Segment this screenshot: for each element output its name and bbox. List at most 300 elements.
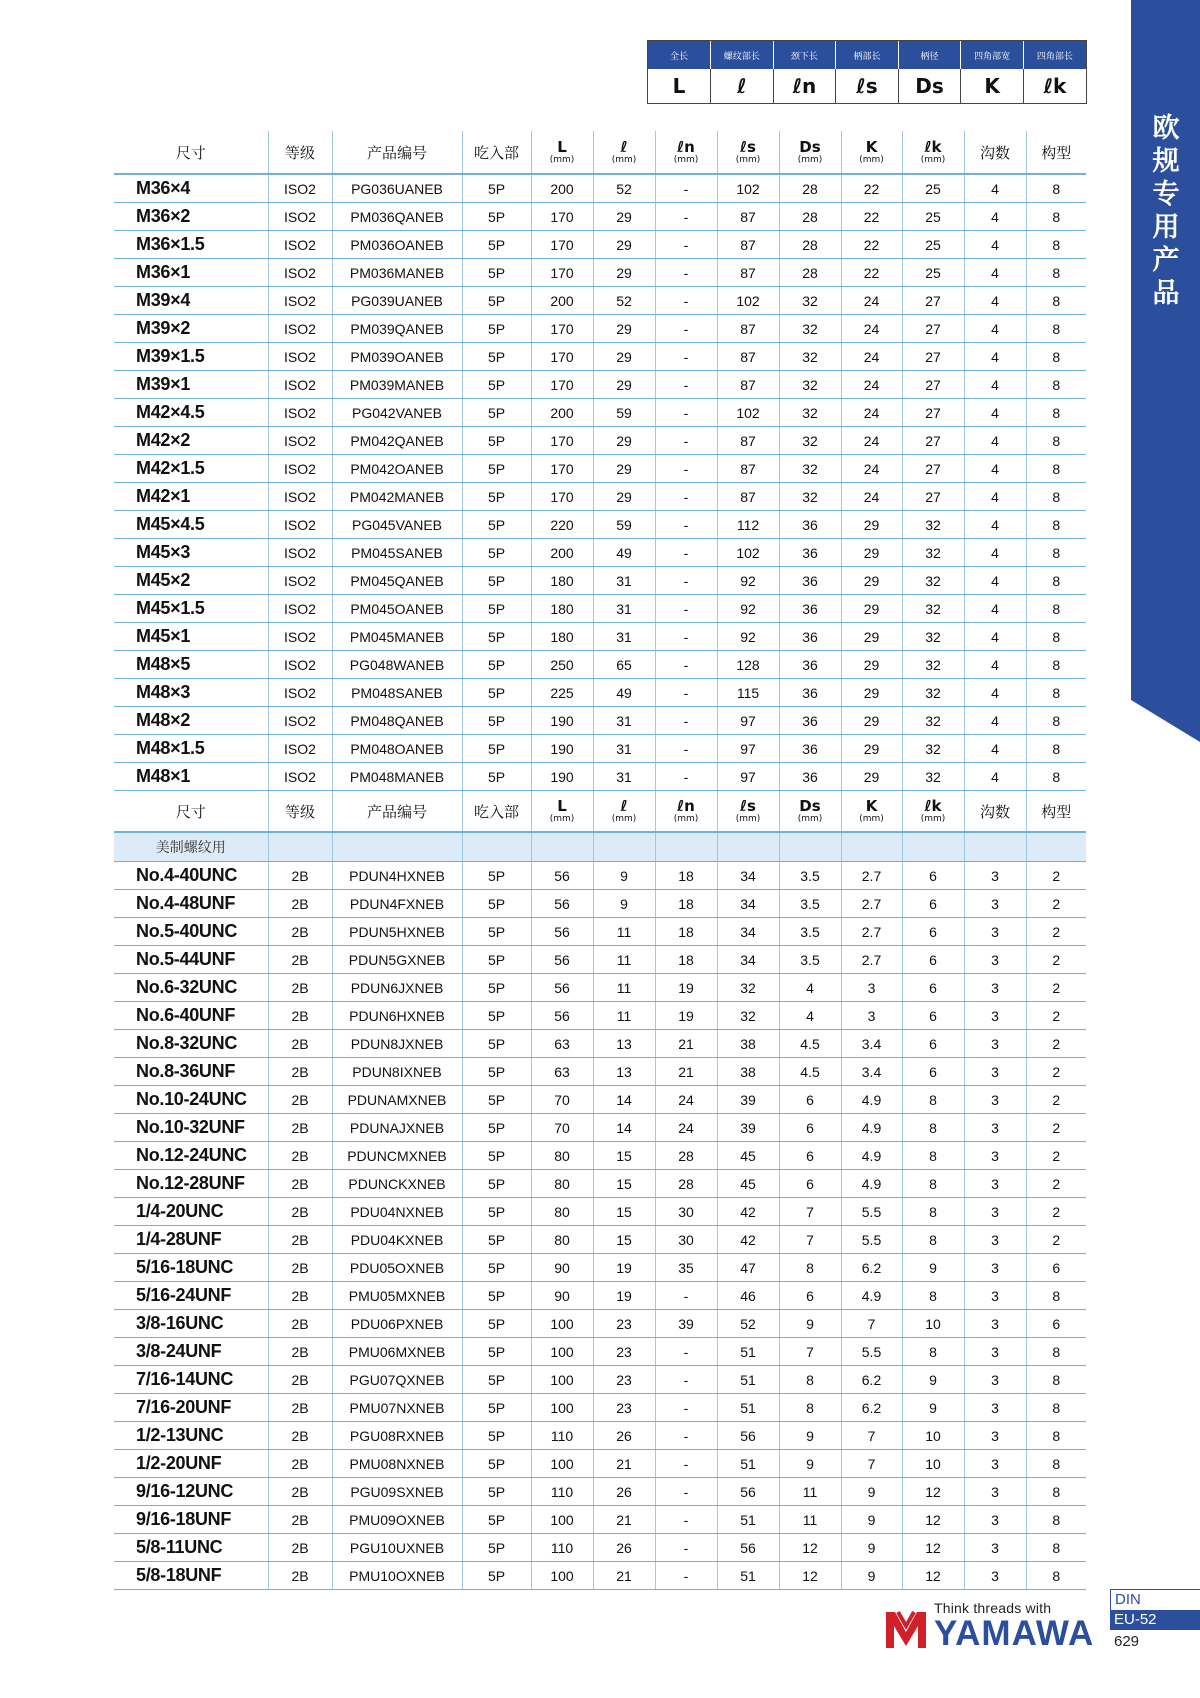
cell-flutes: 4 (964, 707, 1026, 735)
cell-ls: 51 (717, 1366, 779, 1394)
cell-L: 170 (531, 427, 593, 455)
cell-product-code: PMU07NXNEB (332, 1394, 462, 1422)
table-header-row (114, 131, 1086, 174)
cell-K: 6.2 (841, 1254, 902, 1282)
cell-L: 225 (531, 679, 593, 707)
table-row (114, 1170, 1086, 1198)
cell-grade: 2B (268, 1254, 332, 1282)
cell-L: 100 (531, 1366, 593, 1394)
cell-grade: 2B (268, 1562, 332, 1590)
cell-L: 200 (531, 287, 593, 315)
cell-product-code: PM048QANEB (332, 707, 462, 735)
cell-lk: 32 (902, 707, 964, 735)
cell-lk: 8 (902, 1170, 964, 1198)
col-header-lk: ℓk (mm) (902, 131, 964, 174)
table-row (114, 1142, 1086, 1170)
cell-K: 29 (841, 595, 902, 623)
cell-chamfer: 5P (462, 763, 531, 791)
section-label: 美制螺纹用 (114, 832, 268, 862)
legend-label: 螺纹部长 (711, 41, 774, 69)
cell-l: 49 (593, 679, 655, 707)
cell-ls: 38 (717, 1030, 779, 1058)
cell-ln: 19 (655, 1002, 717, 1030)
cell-product-code: PDUN8IXNEB (332, 1058, 462, 1086)
cell-size: No.6-40UNF (114, 1002, 268, 1030)
cell-lk: 6 (902, 918, 964, 946)
cell-l: 19 (593, 1282, 655, 1310)
cell-L: 100 (531, 1450, 593, 1478)
cell-lk: 27 (902, 343, 964, 371)
cell-l: 26 (593, 1534, 655, 1562)
cell-ln: 18 (655, 862, 717, 890)
cell-l: 52 (593, 287, 655, 315)
cell-product-code: PM036OANEB (332, 231, 462, 259)
cell-l: 29 (593, 371, 655, 399)
cell-grade: 2B (268, 974, 332, 1002)
cell-product-code: PDUNAJXNEB (332, 1114, 462, 1142)
cell-type: 8 (1026, 735, 1086, 763)
cell-L: 80 (531, 1226, 593, 1254)
cell-l: 31 (593, 595, 655, 623)
table-row (114, 890, 1086, 918)
cell-type: 8 (1026, 1394, 1086, 1422)
table-row (114, 174, 1086, 203)
cell-flutes: 3 (964, 1170, 1026, 1198)
cell-chamfer: 5P (462, 1562, 531, 1590)
cell-K: 5.5 (841, 1198, 902, 1226)
cell-size: 5/16-24UNF (114, 1282, 268, 1310)
cell-type: 2 (1026, 1198, 1086, 1226)
col-header-chamfer: 吃入部 (462, 131, 531, 174)
cell-product-code: PDUNCKXNEB (332, 1170, 462, 1198)
yamawa-logo (884, 1600, 1095, 1653)
cell-chamfer: 5P (462, 1366, 531, 1394)
cell-lk: 25 (902, 259, 964, 287)
table-row (114, 427, 1086, 455)
cell-l: 29 (593, 343, 655, 371)
cell-l: 13 (593, 1058, 655, 1086)
cell-size: No.5-44UNF (114, 946, 268, 974)
cell-grade: ISO2 (268, 539, 332, 567)
cell-chamfer: 5P (462, 511, 531, 539)
cell-flutes: 3 (964, 1366, 1026, 1394)
cell-L: 100 (531, 1562, 593, 1590)
cell-ln: - (655, 483, 717, 511)
cell-size: 7/16-14UNC (114, 1366, 268, 1394)
table-header-row (114, 791, 1086, 833)
cell-size: M36×1.5 (114, 231, 268, 259)
table-row (114, 1198, 1086, 1226)
cell-Ds: 12 (779, 1562, 841, 1590)
cell-grade: ISO2 (268, 455, 332, 483)
legend-label: 柄部长 (836, 41, 899, 69)
cell-size: M42×2 (114, 427, 268, 455)
col-header-K: K (mm) (841, 791, 902, 833)
table-row (114, 1226, 1086, 1254)
cell-lk: 32 (902, 679, 964, 707)
cell-Ds: 32 (779, 455, 841, 483)
cell-Ds: 7 (779, 1338, 841, 1366)
cell-type: 8 (1026, 567, 1086, 595)
cell-Ds: 9 (779, 1310, 841, 1338)
cell-size: M42×1.5 (114, 455, 268, 483)
cell-grade: ISO2 (268, 623, 332, 651)
cell-product-code: PM045QANEB (332, 567, 462, 595)
col-header-size: 尺寸 (114, 131, 268, 174)
cell-type: 8 (1026, 1450, 1086, 1478)
table-row (114, 651, 1086, 679)
cell-L: 190 (531, 735, 593, 763)
col-header-code: 产品编号 (332, 131, 462, 174)
cell-L: 170 (531, 259, 593, 287)
cell-product-code: PG045VANEB (332, 511, 462, 539)
cell-flutes: 3 (964, 1394, 1026, 1422)
cell-L: 250 (531, 651, 593, 679)
cell-L: 170 (531, 343, 593, 371)
cell-ln: 18 (655, 946, 717, 974)
cell-flutes: 3 (964, 1114, 1026, 1142)
cell-l: 9 (593, 862, 655, 890)
cell-flutes: 3 (964, 1058, 1026, 1086)
table-row (114, 399, 1086, 427)
cell-chamfer: 5P (462, 1478, 531, 1506)
cell-size: No.6-32UNC (114, 974, 268, 1002)
cell-type: 8 (1026, 651, 1086, 679)
cell-grade: ISO2 (268, 651, 332, 679)
cell-lk: 9 (902, 1366, 964, 1394)
cell-product-code: PM048SANEB (332, 679, 462, 707)
cell-l: 23 (593, 1366, 655, 1394)
cell-product-code: PM045SANEB (332, 539, 462, 567)
cell-chamfer: 5P (462, 483, 531, 511)
cell-ls: 32 (717, 974, 779, 1002)
cell-ls: 38 (717, 1058, 779, 1086)
cell-ls: 56 (717, 1534, 779, 1562)
cell-Ds: 32 (779, 483, 841, 511)
cell-ln: 19 (655, 974, 717, 1002)
cell-Ds: 11 (779, 1506, 841, 1534)
cell-l: 15 (593, 1142, 655, 1170)
table-row (114, 231, 1086, 259)
cell-grade: ISO2 (268, 483, 332, 511)
cell-lk: 27 (902, 315, 964, 343)
cell-size: 3/8-16UNC (114, 1310, 268, 1338)
cell-flutes: 3 (964, 1450, 1026, 1478)
table-row (114, 1450, 1086, 1478)
cell-lk: 6 (902, 1002, 964, 1030)
cell-ls: 87 (717, 371, 779, 399)
cell-chamfer: 5P (462, 1310, 531, 1338)
cell-lk: 8 (902, 1198, 964, 1226)
cell-grade: 2B (268, 946, 332, 974)
cell-size: No.4-48UNF (114, 890, 268, 918)
cell-product-code: PMU09OXNEB (332, 1506, 462, 1534)
cell-l: 59 (593, 511, 655, 539)
cell-product-code: PDUN8JXNEB (332, 1030, 462, 1058)
cell-type: 8 (1026, 511, 1086, 539)
cell-L: 170 (531, 315, 593, 343)
cell-lk: 32 (902, 735, 964, 763)
cell-grade: 2B (268, 1198, 332, 1226)
cell-ls: 51 (717, 1394, 779, 1422)
cell-flutes: 4 (964, 679, 1026, 707)
cell-grade: ISO2 (268, 315, 332, 343)
cell-ls: 87 (717, 315, 779, 343)
cell-lk: 12 (902, 1562, 964, 1590)
cell-flutes: 3 (964, 1310, 1026, 1338)
cell-L: 170 (531, 455, 593, 483)
cell-size: 5/16-18UNC (114, 1254, 268, 1282)
cell-size: M42×1 (114, 483, 268, 511)
cell-K: 6.2 (841, 1366, 902, 1394)
cell-flutes: 4 (964, 174, 1026, 203)
cell-size: No.8-36UNF (114, 1058, 268, 1086)
cell-size: M42×4.5 (114, 399, 268, 427)
cell-ln: 35 (655, 1254, 717, 1282)
cell-ls: 87 (717, 203, 779, 231)
cell-chamfer: 5P (462, 918, 531, 946)
legend-label: 柄径 (898, 41, 961, 69)
cell-l: 29 (593, 455, 655, 483)
cell-flutes: 3 (964, 862, 1026, 890)
cell-L: 70 (531, 1114, 593, 1142)
cell-type: 8 (1026, 679, 1086, 707)
cell-chamfer: 5P (462, 1058, 531, 1086)
cell-flutes: 3 (964, 1282, 1026, 1310)
cell-ls: 112 (717, 511, 779, 539)
side-tab-char: 欧 (1152, 113, 1180, 144)
cell-grade: 2B (268, 1394, 332, 1422)
cell-ln: - (655, 567, 717, 595)
cell-size: No.8-32UNC (114, 1030, 268, 1058)
cell-size: 1/4-20UNC (114, 1198, 268, 1226)
cell-L: 80 (531, 1170, 593, 1198)
cell-grade: ISO2 (268, 259, 332, 287)
dimension-legend (647, 40, 1087, 104)
cell-product-code: PM036MANEB (332, 259, 462, 287)
cell-product-code: PMU10OXNEB (332, 1562, 462, 1590)
side-tab-char: 产 (1152, 245, 1180, 276)
table-row (114, 623, 1086, 651)
cell-size: No.5-40UNC (114, 918, 268, 946)
cell-chamfer: 5P (462, 890, 531, 918)
cell-l: 31 (593, 735, 655, 763)
cell-K: 29 (841, 763, 902, 791)
col-header-flutes: 沟数 (964, 791, 1026, 833)
cell-product-code: PG036UANEB (332, 174, 462, 203)
side-tab-char: 规 (1152, 146, 1180, 177)
cell-flutes: 4 (964, 259, 1026, 287)
cell-grade: ISO2 (268, 174, 332, 203)
cell-Ds: 32 (779, 399, 841, 427)
cell-product-code: PM045OANEB (332, 595, 462, 623)
cell-chamfer: 5P (462, 371, 531, 399)
cell-grade: 2B (268, 1030, 332, 1058)
cell-L: 80 (531, 1142, 593, 1170)
cell-K: 4.9 (841, 1086, 902, 1114)
cell-product-code: PMU06MXNEB (332, 1338, 462, 1366)
cell-flutes: 4 (964, 343, 1026, 371)
cell-L: 80 (531, 1198, 593, 1226)
table-row (114, 763, 1086, 791)
cell-size: 9/16-12UNC (114, 1478, 268, 1506)
cell-product-code: PDUN5HXNEB (332, 918, 462, 946)
table-row (114, 1282, 1086, 1310)
cell-Ds: 36 (779, 539, 841, 567)
cell-Ds: 4.5 (779, 1058, 841, 1086)
cell-ls: 39 (717, 1086, 779, 1114)
side-tab-char: 专 (1152, 179, 1180, 210)
cell-chamfer: 5P (462, 287, 531, 315)
cell-ls: 34 (717, 946, 779, 974)
cell-L: 180 (531, 595, 593, 623)
cell-grade: 2B (268, 1366, 332, 1394)
legend-label: 颈下长 (773, 41, 836, 69)
col-header-ln: ℓn (mm) (655, 131, 717, 174)
cell-lk: 32 (902, 651, 964, 679)
cell-L: 100 (531, 1310, 593, 1338)
col-header-l: ℓ (mm) (593, 131, 655, 174)
cell-grade: 2B (268, 918, 332, 946)
cell-size: M48×2 (114, 707, 268, 735)
cell-lk: 27 (902, 483, 964, 511)
table-row (114, 1254, 1086, 1282)
cell-K: 4.9 (841, 1114, 902, 1142)
cell-Ds: 36 (779, 679, 841, 707)
cell-ln: 18 (655, 890, 717, 918)
cell-Ds: 9 (779, 1422, 841, 1450)
cell-ls: 92 (717, 623, 779, 651)
cell-ln: 24 (655, 1086, 717, 1114)
cell-K: 4.9 (841, 1282, 902, 1310)
cell-Ds: 7 (779, 1226, 841, 1254)
cell-flutes: 3 (964, 1478, 1026, 1506)
cell-L: 180 (531, 623, 593, 651)
cell-type: 8 (1026, 371, 1086, 399)
cell-Ds: 6 (779, 1282, 841, 1310)
cell-ln: 21 (655, 1058, 717, 1086)
cell-ls: 32 (717, 1002, 779, 1030)
cell-chamfer: 5P (462, 1198, 531, 1226)
cell-size: 3/8-24UNF (114, 1338, 268, 1366)
cell-chamfer: 5P (462, 455, 531, 483)
cell-product-code: PDUN6JXNEB (332, 974, 462, 1002)
logo-brand: YAMAWA (934, 1614, 1095, 1653)
col-header-K: K (mm) (841, 131, 902, 174)
col-header-l: ℓ (mm) (593, 791, 655, 833)
cell-Ds: 7 (779, 1198, 841, 1226)
cell-flutes: 3 (964, 1506, 1026, 1534)
col-header-code: 产品编号 (332, 791, 462, 833)
cell-ln: - (655, 174, 717, 203)
cell-K: 3.4 (841, 1058, 902, 1086)
cell-ls: 87 (717, 231, 779, 259)
cell-L: 200 (531, 539, 593, 567)
cell-l: 11 (593, 974, 655, 1002)
cell-size: 1/2-20UNF (114, 1450, 268, 1478)
cell-ls: 87 (717, 427, 779, 455)
cell-lk: 32 (902, 595, 964, 623)
cell-ls: 42 (717, 1226, 779, 1254)
cell-L: 90 (531, 1254, 593, 1282)
cell-lk: 32 (902, 539, 964, 567)
cell-l: 23 (593, 1394, 655, 1422)
cell-K: 7 (841, 1310, 902, 1338)
tap-spec-table (114, 131, 1086, 1590)
cell-Ds: 9 (779, 1450, 841, 1478)
cell-grade: 2B (268, 1142, 332, 1170)
legend-symbol: ℓs (836, 69, 899, 103)
cell-type: 8 (1026, 174, 1086, 203)
cell-K: 24 (841, 483, 902, 511)
side-tab-char: 品 (1152, 278, 1180, 309)
cell-type: 2 (1026, 1142, 1086, 1170)
cell-Ds: 36 (779, 763, 841, 791)
cell-l: 29 (593, 427, 655, 455)
cell-K: 24 (841, 315, 902, 343)
cell-flutes: 4 (964, 623, 1026, 651)
cell-chamfer: 5P (462, 1534, 531, 1562)
cell-product-code: PGU10UXNEB (332, 1534, 462, 1562)
cell-K: 24 (841, 343, 902, 371)
cell-K: 29 (841, 567, 902, 595)
cell-l: 26 (593, 1422, 655, 1450)
cell-size: M39×4 (114, 287, 268, 315)
cell-lk: 6 (902, 974, 964, 1002)
cell-type: 8 (1026, 483, 1086, 511)
table-row (114, 287, 1086, 315)
col-header-grade: 等级 (268, 131, 332, 174)
cell-type: 8 (1026, 1562, 1086, 1590)
cell-product-code: PG039UANEB (332, 287, 462, 315)
table-row (114, 1366, 1086, 1394)
cell-size: No.12-24UNC (114, 1142, 268, 1170)
cell-size: M45×2 (114, 567, 268, 595)
cell-product-code: PGU09SXNEB (332, 1478, 462, 1506)
cell-product-code: PM039OANEB (332, 343, 462, 371)
cell-lk: 10 (902, 1450, 964, 1478)
cell-L: 170 (531, 231, 593, 259)
cell-L: 110 (531, 1478, 593, 1506)
page-number: 629 (1114, 1633, 1140, 1650)
cell-grade: ISO2 (268, 371, 332, 399)
cell-chamfer: 5P (462, 567, 531, 595)
cell-product-code: PM048OANEB (332, 735, 462, 763)
cell-grade: 2B (268, 1282, 332, 1310)
cell-grade: 2B (268, 1422, 332, 1450)
cell-K: 29 (841, 707, 902, 735)
cell-size: M48×1.5 (114, 735, 268, 763)
cell-ls: 47 (717, 1254, 779, 1282)
table-row (114, 946, 1086, 974)
cell-type: 2 (1026, 974, 1086, 1002)
cell-flutes: 4 (964, 483, 1026, 511)
cell-K: 29 (841, 735, 902, 763)
cell-ls: 56 (717, 1422, 779, 1450)
cell-product-code: PDUN4HXNEB (332, 862, 462, 890)
cell-ls: 87 (717, 343, 779, 371)
cell-grade: ISO2 (268, 735, 332, 763)
cell-ls: 34 (717, 918, 779, 946)
table-row (114, 315, 1086, 343)
legend-symbol: K (961, 69, 1024, 103)
cell-Ds: 32 (779, 287, 841, 315)
cell-ln: - (655, 231, 717, 259)
cell-type: 8 (1026, 623, 1086, 651)
cell-flutes: 3 (964, 1534, 1026, 1562)
cell-Ds: 4.5 (779, 1030, 841, 1058)
cell-ln: - (655, 651, 717, 679)
